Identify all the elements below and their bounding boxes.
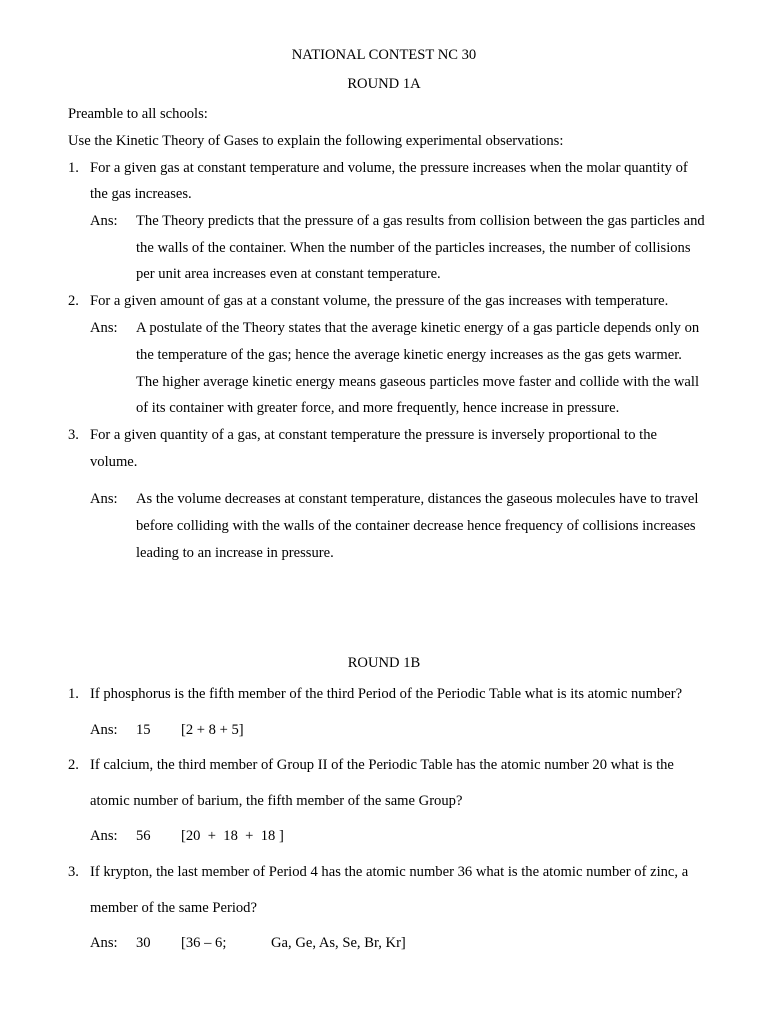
round-1b-heading: ROUND 1B xyxy=(347,655,421,671)
question-line: If krypton, the last member of Period 4 has the atomic number 36 what is the atomic number of zinc, a xyxy=(90,864,689,880)
answer-line: the walls of the container. When the number of the particles increases, the number of collisions xyxy=(136,240,691,256)
question-line: volume. xyxy=(90,454,138,470)
instruction: Use the Kinetic Theory of Gases to explain the following experimental observations: xyxy=(68,133,564,149)
question-line: For a given quantity of a gas, at constant temperature the pressure is inversely proportional to the xyxy=(90,427,657,443)
ans-label: Ans: xyxy=(90,828,118,844)
question-line: member of the same Period? xyxy=(90,900,257,916)
answer-line: The Theory predicts that the pressure of a gas results from collision between the gas particles and xyxy=(136,213,705,229)
question-number: 3. xyxy=(68,427,79,443)
answer-line: of its container with greater force, and more frequently, hence increase in pressure. xyxy=(136,400,620,416)
ans-label: Ans: xyxy=(90,213,118,229)
question-number: 1. xyxy=(68,686,79,702)
question-line: If phosphorus is the fifth member of the third Period of the Periodic Table what is its atomic number? xyxy=(90,686,683,702)
answer-element-list: Ga, Ge, As, Se, Br, Kr] xyxy=(271,935,406,951)
question-line: If calcium, the third member of Group II of the Periodic Table has the atomic number 20 what is the xyxy=(90,757,674,773)
question-number: 2. xyxy=(68,293,79,309)
round-1a-heading: ROUND 1A xyxy=(347,76,421,92)
question-line: the gas increases. xyxy=(90,186,192,202)
ans-label: Ans: xyxy=(90,935,118,951)
ans-label: Ans: xyxy=(90,491,118,507)
answer-line: As the volume decreases at constant temperature, distances the gaseous molecules have to travel xyxy=(136,491,699,507)
answer-line: The higher average kinetic energy means gaseous particles move faster and collide with the wall xyxy=(136,374,699,390)
answer-working: [36 – 6; xyxy=(181,935,227,951)
question-number: 1. xyxy=(68,160,79,176)
answer-value: 30 xyxy=(136,935,151,951)
answer-working: [2 + 8 + 5] xyxy=(181,722,244,738)
question-number: 3. xyxy=(68,864,79,880)
answer-line: before colliding with the walls of the container decrease hence frequency of collisions increases xyxy=(136,518,696,534)
answer-working: [20 + 18 + 18 ] xyxy=(181,828,284,844)
preamble: Preamble to all schools: xyxy=(68,106,208,122)
answer-line: leading to an increase in pressure. xyxy=(136,545,334,561)
ans-label: Ans: xyxy=(90,722,118,738)
answer-value: 15 xyxy=(136,722,151,738)
answer-value: 56 xyxy=(136,828,151,844)
answer-line: the temperature of the gas; hence the average kinetic energy increases as the gas gets warmer. xyxy=(136,347,682,363)
question-line: For a given gas at constant temperature and volume, the pressure increases when the molar quantity of xyxy=(90,160,688,176)
document-title: NATIONAL CONTEST NC 30 xyxy=(291,47,477,63)
question-line: For a given amount of gas at a constant volume, the pressure of the gas increases with temperature. xyxy=(90,293,669,309)
question-line: atomic number of barium, the fifth member of the same Group? xyxy=(90,793,463,809)
answer-line: per unit area increases even at constant temperature. xyxy=(136,266,441,282)
question-number: 2. xyxy=(68,757,79,773)
ans-label: Ans: xyxy=(90,320,118,336)
answer-line: A postulate of the Theory states that the average kinetic energy of a gas particle depends only on xyxy=(136,320,700,336)
